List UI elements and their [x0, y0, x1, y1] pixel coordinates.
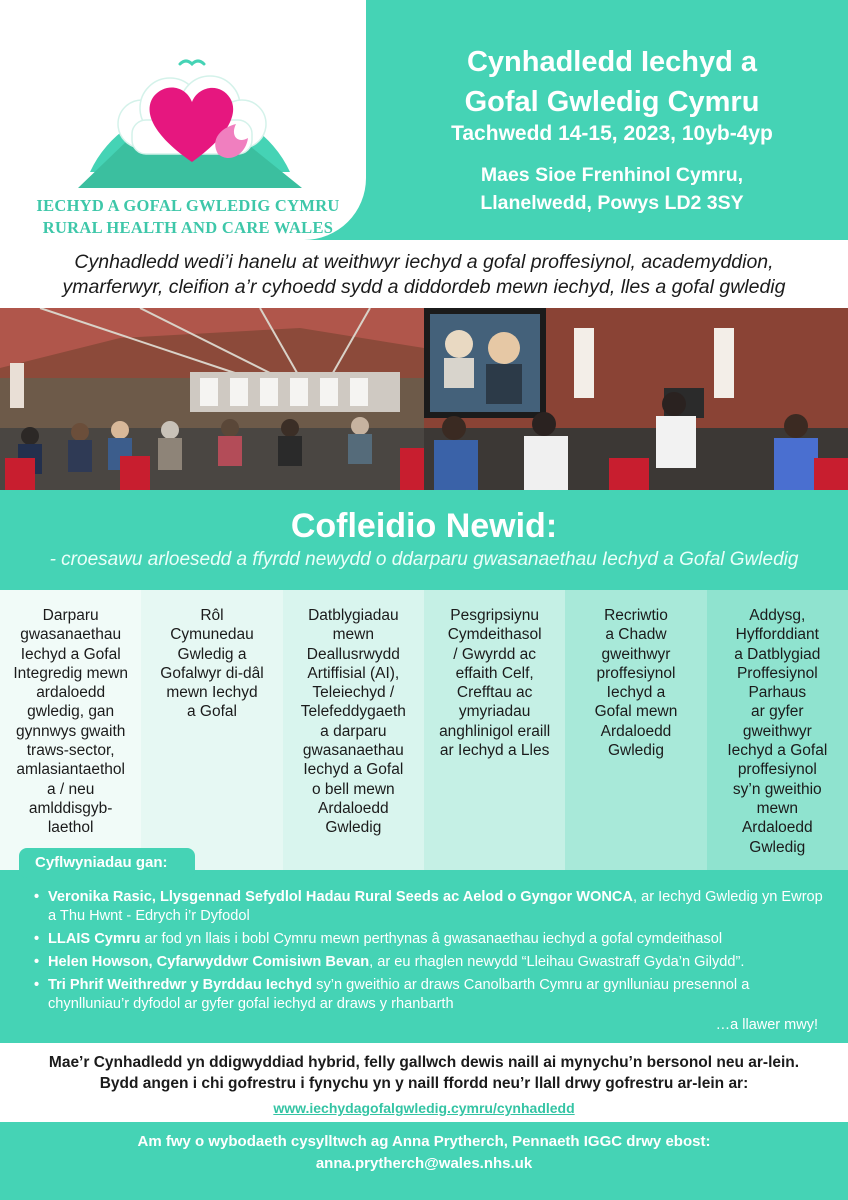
topic-text-line: mewn	[756, 799, 798, 817]
topic-text-line: a Gofal	[187, 703, 237, 721]
topic-text-line: ar Iechyd a Lles	[439, 742, 550, 760]
topic-text-line: a / neu	[46, 780, 95, 798]
logo-text-english: RURAL HEALTH AND CARE WALES	[42, 218, 334, 237]
presenter: Helen Howson, Cyfarwyddwr Comisiwn Bevan	[48, 954, 370, 970]
topic-text-line: Integredig mewn	[13, 664, 128, 682]
presenter: LLAIS Cymru	[48, 931, 141, 947]
registration-info	[0, 1052, 848, 1094]
topic-text-line: gynnwys gwaith	[15, 722, 126, 740]
topic-text-line: Iechyd a	[606, 684, 666, 702]
topic-text-line: Artiffisial (AI),	[307, 664, 400, 682]
logo-card	[0, 0, 366, 240]
topic-text-line: amlddisgyb-	[28, 799, 113, 817]
theme-subtitle: - croesawu arloesedd a ffyrdd newydd o ddarparu gwasanaethau Iechyd a Gofal Gwledig	[49, 549, 799, 570]
topic-text-line: Rôl	[200, 607, 224, 624]
topic-text-line: Ardaloedd	[741, 819, 813, 837]
topic-social-prescribing	[424, 590, 565, 870]
topic-text-line: Gwledig	[607, 742, 664, 760]
presenter: Veronika Rasic, Llysgennad Sefydlol Hadau Rural Seeds ac Aelod o Gyngor WONCA	[48, 889, 633, 905]
topic-text-line: Cymunedau	[170, 626, 254, 644]
topic-ai-telehealth	[283, 590, 424, 870]
topic-text-line: laethol	[47, 819, 94, 837]
topic-text-line: effaith Celf,	[455, 664, 534, 682]
contact-email[interactable]: anna.prytherch@wales.nhs.uk	[315, 1155, 533, 1172]
topic-text-line: amlasiantaethol	[16, 761, 125, 779]
conference-title-line1: Cynhadledd Iechyd a	[466, 46, 758, 78]
presentation-topic: , ar Iechyd Gwledig yn Ewrop a Thu Hwnt - Edrych i’r Dyfodol	[48, 889, 823, 924]
presentation-item	[34, 888, 834, 926]
conference-hall-photo	[0, 308, 424, 490]
topic-text-line: / Gwyrdd ac	[453, 645, 536, 663]
topic-text-line: sy’n gweithio	[732, 780, 822, 798]
topic-text-line: ymyriadau	[458, 703, 531, 721]
topic-text-line: Cymdeithasol	[447, 626, 542, 644]
topic-text-line: mewn	[332, 626, 374, 644]
topic-text-line: Telefeddygaeth	[300, 703, 406, 721]
and-more-text: …a llawer mwy!	[715, 1017, 818, 1033]
topic-text-line: Gofalwyr di-dâl	[160, 664, 264, 682]
presentations-heading: Cyflwyniadau gan:	[19, 848, 195, 878]
topic-text-line: anghlinigol eraill	[439, 722, 551, 740]
topic-text-line: ardaloedd	[36, 684, 106, 702]
topic-text-line: proffesiynol	[596, 664, 676, 682]
venue-line1: Maes Sioe Frenhinol Cymru,	[480, 164, 744, 186]
logo-text-welsh: IECHYD A GOFAL GWLEDIG CYMRU	[36, 196, 340, 215]
topic-text-line: Iechyd a Gofal	[303, 761, 404, 779]
topic-education-cpd	[707, 590, 848, 870]
contact-text: Am fwy o wybodaeth cysylltwch ag Anna Prytherch, Pennaeth IGGC drwy ebost:	[137, 1133, 711, 1150]
presentation-item	[34, 976, 834, 1014]
heart-hand-logo	[70, 12, 310, 188]
topic-text-line: Teleiechyd /	[312, 684, 395, 702]
presentation-item	[34, 953, 834, 972]
register-info-line: Bydd angen i chi gofrestru i fynychu yn y naill ffordd neu’r llall drwy gofrestru ar-lein ar:	[99, 1075, 749, 1092]
presentation-topic: , ar eu rhaglen newydd “Lleihau Gwastraff Gyda’n Gilydd”.	[369, 954, 745, 970]
intro-line2: ymarferwyr, cleifion a’r cyhoedd sydd a diddordeb mewn iechyd, lles a gofal gwledig	[62, 276, 786, 298]
topic-text-line: Proffesiynol	[736, 664, 818, 682]
topic-text-line: Gofal mewn	[594, 703, 678, 721]
theme-title: Cofleidio Newid:	[290, 507, 558, 545]
topic-text-line: gwasanaethau	[20, 626, 122, 644]
topic-text-line: a Chadw	[605, 626, 667, 644]
topic-text-line: gweithwyr	[742, 722, 812, 740]
topic-columns	[0, 590, 848, 870]
topic-text-line: Recriwtio	[604, 607, 668, 624]
topic-text-line: Pesgripsiynu	[450, 607, 540, 624]
presentation-item	[34, 930, 834, 949]
topic-text-line: mewn Iechyd	[166, 684, 258, 702]
venue-line2: Llanelwedd, Powys LD2 3SY	[480, 192, 744, 214]
topic-text-line: o bell mewn	[311, 780, 395, 798]
intro-line1: Cynhadledd wedi’i hanelu at weithwyr iechyd a gofal proffesiynol, academyddion,	[74, 251, 774, 273]
conference-title-line2: Gofal Gwledig Cymru	[464, 86, 760, 118]
topic-text-line: Addysg,	[749, 607, 806, 624]
topic-text-line: Gwledig a	[177, 645, 247, 663]
topic-text-line: traws-sector,	[26, 742, 115, 760]
topic-text-line: Crefftau ac	[456, 684, 533, 702]
topic-text-line: Iechyd a Gofal	[727, 742, 828, 760]
presentations-list	[34, 888, 834, 1018]
contact-footer	[0, 1122, 848, 1200]
topic-text-line: Ardaloedd	[600, 722, 672, 740]
topic-text-line: Iechyd a Gofal	[20, 645, 121, 663]
video-presentation-photo	[424, 308, 848, 490]
topic-text-line: a Datblygiad	[734, 645, 821, 663]
topic-text-line: Datblygiadau	[308, 607, 399, 624]
topic-text-line: Ardaloedd	[317, 799, 389, 817]
conference-photos	[0, 308, 848, 490]
topic-text-line: Hyfforddiant	[735, 626, 819, 644]
presentation-topic: sy’n gweithio ar draws Canolbarth Cymru ar gynlluniau presennol a chynlluniau’r dyfodol ar gyfer gofal iechyd ar draws y rhanbarth	[48, 977, 750, 1012]
topic-text-line: Deallusrwydd	[306, 645, 400, 663]
topic-text-line: a darparu	[320, 722, 387, 740]
presenter: Tri Phrif Weithredwr y Byrddau Iechyd	[48, 977, 313, 993]
topic-text-line: Darparu	[42, 607, 99, 624]
intro-text	[0, 250, 848, 300]
topic-integrated-care	[0, 590, 141, 870]
header-banner	[0, 0, 848, 240]
topic-text-line: gweithwyr	[601, 645, 671, 663]
topic-text-line: gwledig, gan	[27, 703, 115, 721]
presentation-topic: ar fod yn llais i bobl Cymru mewn perthynas â gwasanaethau iechyd a gofal cymdeithasol	[140, 931, 723, 947]
registration-link[interactable]: www.iechydagofalgwledig.cymru/cynhadledd	[273, 1100, 575, 1116]
topic-rural-communities	[141, 590, 282, 870]
topic-text-line: Gwledig	[749, 838, 806, 856]
conference-dates: Tachwedd 14-15, 2023, 10yb-4yp	[451, 122, 773, 145]
hybrid-info-line: Mae’r Cynhadledd yn ddigwyddiad hybrid, felly gallwch dewis naill ai mynychu’n bersonol neu ar-lein.	[48, 1054, 800, 1071]
topic-text-line: gwasanaethau	[302, 742, 404, 760]
topic-text-line: proffesiynol	[737, 761, 817, 779]
topic-text-line: Parhaus	[748, 684, 807, 702]
topic-text-line: Gwledig	[325, 819, 382, 837]
topic-text-line: ar gyfer	[751, 703, 804, 721]
topic-recruitment-retention	[565, 590, 706, 870]
